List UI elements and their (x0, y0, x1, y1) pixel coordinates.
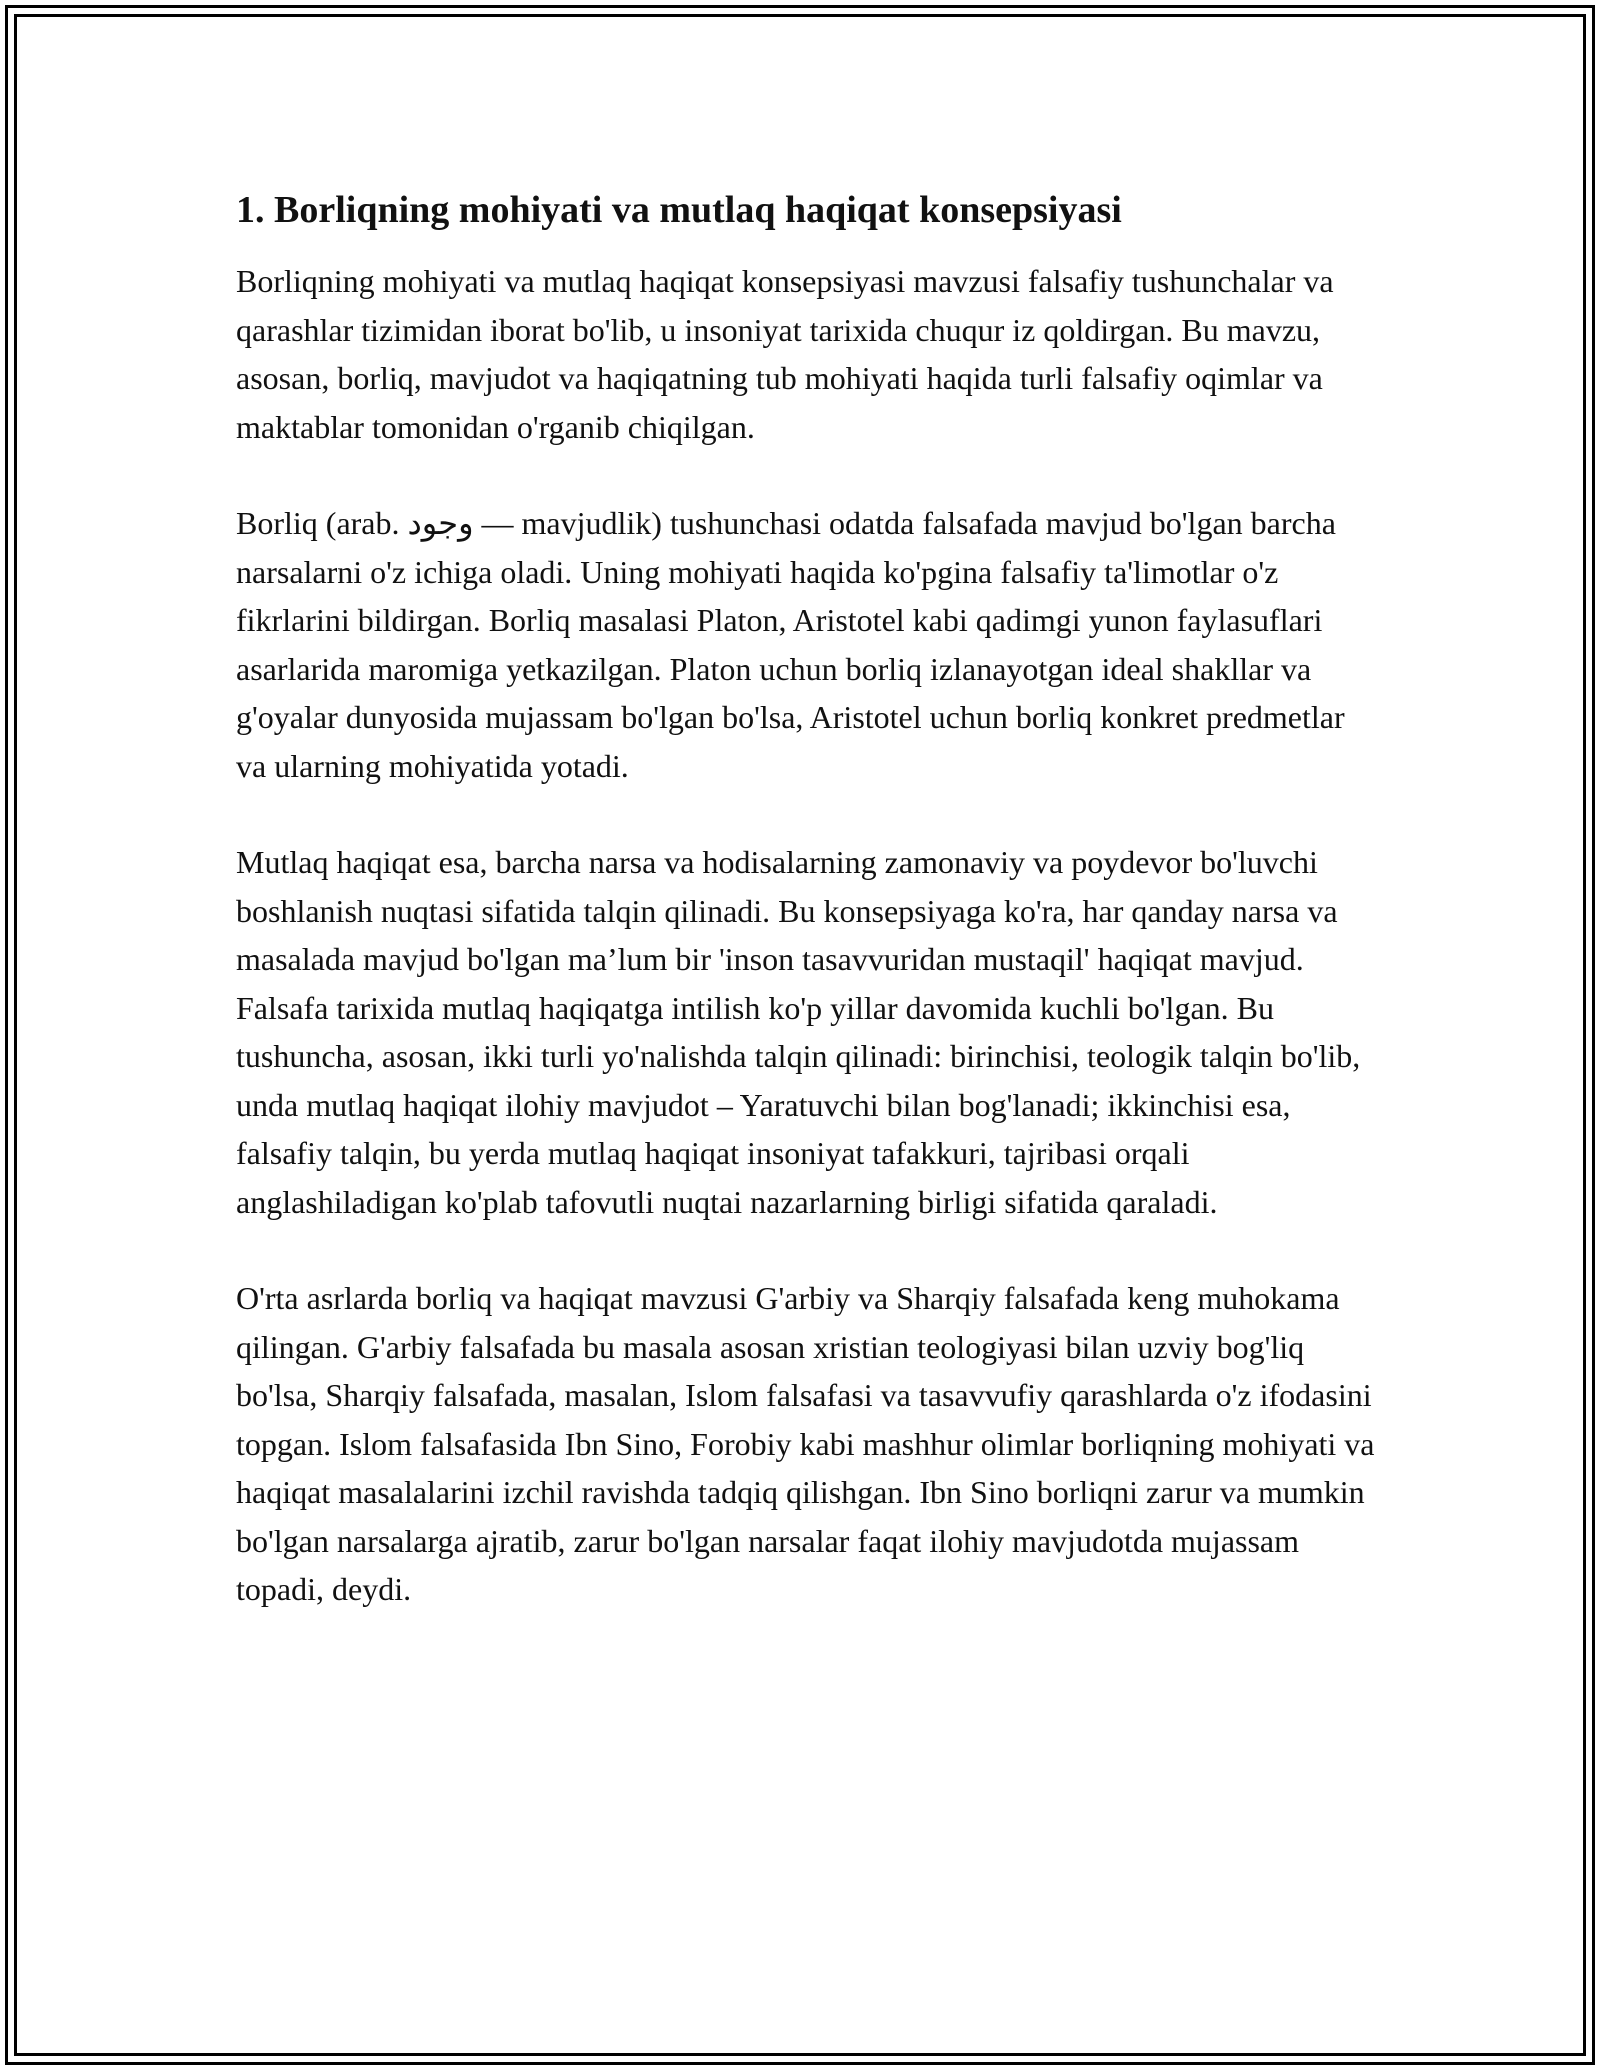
paragraph-3: Mutlaq haqiqat esa, barcha narsa va hodisalarning zamonaviy va poydevor bo'luvchi boshlanish nuqtasi sifatida talqin qilinadi. Bu konsepsiyaga ko'ra, har qanday narsa va masalada mavjud bo'lgan ma’lum bir 'inson tasavvuridan mustaqil' haqiqat mavjud. Falsafa tarixida mutlaq haqiqatga intilish ko'p yillar davomida kuchli bo'lgan. Bu tushuncha, asosan, ikki turli yo'nalishda talqin qilinadi: birinchisi, teologik talqin bo'lib, unda mutlaq haqiqat ilohiy mavjudot – Yaratuvchi bilan bog'lanadi; ikkinchisi esa, falsafiy talqin, bu yerda mutlaq haqiqat insoniyat tafakkuri, tajribasi orqali anglashiladigan ko'plab tafovutli nuqtai nazarlarning birligi sifatida qaraladi. (236, 844, 1361, 1220)
section-heading: 1. Borliqning mohiyati va mutlaq haqiqat konsepsiyasi (236, 189, 1122, 231)
paragraph-4: O'rta asrlarda borliq va haqiqat mavzusi G'arbiy va Sharqiy falsafada keng muhokama qilingan. G'arbiy falsafada bu masala asosan xristian teologiyasi bilan uzviy bog'liq bo'lsa, Sharqiy falsafada, masalan, Islom falsafasi va tasavvufiy qarashlarda o'z ifodasini topgan. Islom falsafasida Ibn Sino, Forobiy kabi mashhur olimlar borliqning mohiyati va haqiqat masalalarini izchil ravishda tadqiq qilishgan. Ibn Sino borliqni zarur va mumkin bo'lgan narsalarga ajratib, zarur bo'lgan narsalar faqat ilohiy mavjudotda mujassam topadi, deydi. (236, 1280, 1375, 1607)
paragraph-2: Borliq (arab. وجود — mavjudlik) tushunchasi odatda falsafada mavjud bo'lgan barcha narsalarni o'z ichiga oladi. Uning mohiyati haqida ko'pgina falsafiy ta'limotlar o'z fikrlarini bildirgan. Borliq masalasi Platon, Aristotel kabi qadimgi yunon faylasuflari asarlarida maromiga yetkazilgan. Platon uchun borliq izlanayotgan ideal shakllar va g'oyalar dunyosida mujassam bo'lgan bo'lsa, Aristotel uchun borliq konkret predmetlar va ularning mohiyatida yotadi. (236, 505, 1345, 784)
document-body (236, 185, 1376, 1662)
paragraph-1: Borliqning mohiyati va mutlaq haqiqat konsepsiyasi mavzusi falsafiy tushunchalar va qarashlar tizimidan iborat bo'lib, u insoniyat tarixida chuqur iz qoldirgan. Bu mavzu, asosan, borliq, mavjudot va haqiqatning tub mohiyati haqida turli falsafiy oqimlar va maktablar tomonidan o'rganib chiqilgan. (236, 263, 1334, 445)
